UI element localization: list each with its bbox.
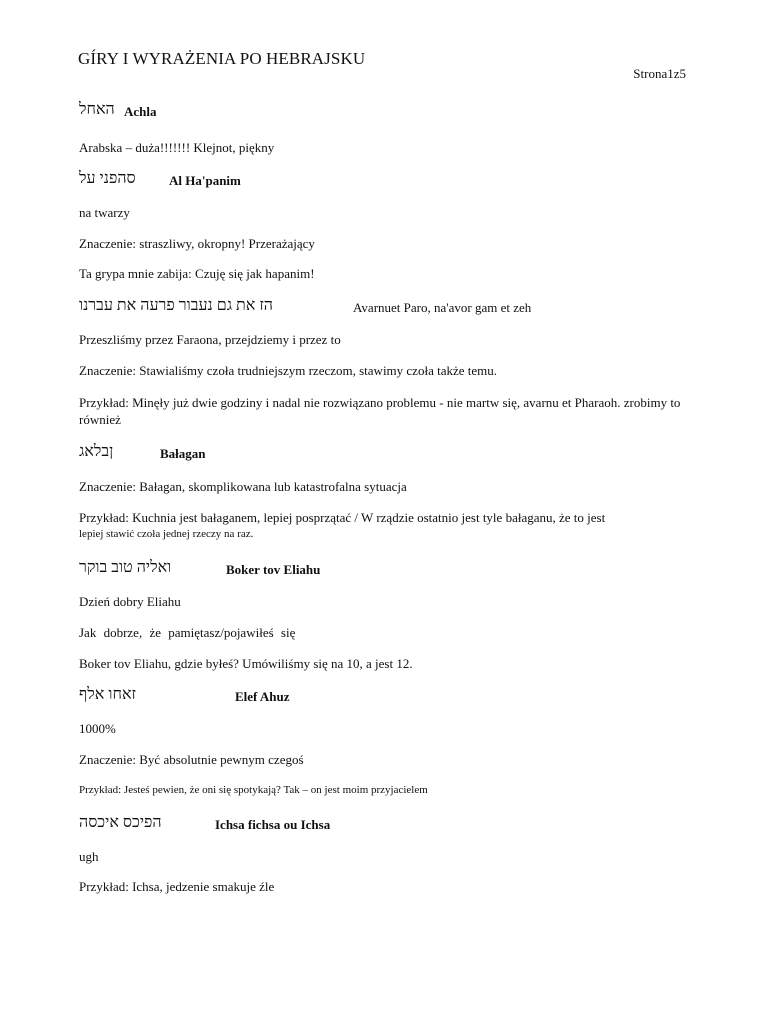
example-line: Ta grypa mnie zabija: Czuję się jak hapanim! <box>79 266 315 281</box>
meaning-line: Znaczenie: straszliwy, okropny! Przerażający <box>79 236 315 251</box>
term-heading <box>79 814 331 832</box>
definition-line: na twarzy <box>79 205 130 220</box>
term-heading <box>79 170 241 188</box>
term-heading <box>79 443 206 461</box>
example-line: Przykład: Kuchnia jest bałaganem, lepiej posprzątać / W rządzie ostatnio jest tyle bałaganu, że to jest <box>79 510 606 525</box>
hebrew-term: הפיכס איכסה <box>79 814 162 831</box>
hebrew-term: זאחו אלף <box>79 686 136 703</box>
meaning-line: Znaczenie: Być absolutnie pewnym czegoś <box>79 752 304 767</box>
term-heading <box>79 297 532 315</box>
definition-line: Przeszliśmy przez Faraona, przejdziemy i przez to <box>79 332 341 347</box>
meaning-line: Znaczenie: Bałagan, skomplikowana lub katastrofalna sytuacja <box>79 479 407 494</box>
meaning-line: Jak dobrze, że pamiętasz/pojawiłeś się <box>79 625 296 640</box>
example-line: Przykład: Ichsa, jedzenie smakuje źle <box>79 879 275 894</box>
example-line: Przykład: Jesteś pewien, że oni się spotykają? Tak – on jest moim przyjacielem <box>79 784 428 796</box>
definition-line: 1000% <box>79 721 116 736</box>
example-line-continued: lepiej stawić czoła jednej rzeczy na raz. <box>79 528 254 540</box>
example-line: Boker tov Eliahu, gdzie byłeś? Umówiliśmy się na 10, a jest 12. <box>79 656 413 671</box>
term-heading <box>79 559 321 577</box>
definition-line: ugh <box>79 849 99 864</box>
example-line: Przykład: Minęły już dwie godziny i nadal nie rozwiązano problemu - nie martw się, avarnu et Pharaoh. zrobimy to również <box>79 395 681 427</box>
meaning-line: Znaczenie: Stawialiśmy czoła trudniejszym rzeczom, stawimy czoła także temu. <box>79 363 497 378</box>
page-number: Strona1z5 <box>633 66 686 81</box>
term-heading <box>79 101 157 119</box>
definition-line: Dzień dobry Eliahu <box>79 594 181 609</box>
transliteration: Ichsa fichsa ou Ichsa <box>215 817 331 832</box>
definition-line: Arabska – duża!!!!!!! Klejnot, piękny <box>79 140 275 155</box>
transliteration: Boker tov Eliahu <box>226 562 321 577</box>
hebrew-term: האחל <box>79 101 115 118</box>
hebrew-term: ואליה טוב בוקר <box>79 559 172 576</box>
transliteration: Avarnuet Paro, na'avor gam et zeh <box>353 300 532 315</box>
transliteration: Elef Ahuz <box>235 689 290 704</box>
term-heading <box>79 686 290 704</box>
document-title: GÍRY I WYRAŻENIA PO HEBRAJSKU <box>78 49 366 68</box>
hebrew-term: הז את גם נעבור פרעה את עברנו <box>79 297 273 314</box>
transliteration: Achla <box>124 104 157 119</box>
hebrew-term: ןבלאג <box>79 443 114 460</box>
transliteration: Bałagan <box>160 446 206 461</box>
transliteration: Al Ha'panim <box>169 173 241 188</box>
hebrew-term: סהפני על <box>79 170 136 187</box>
